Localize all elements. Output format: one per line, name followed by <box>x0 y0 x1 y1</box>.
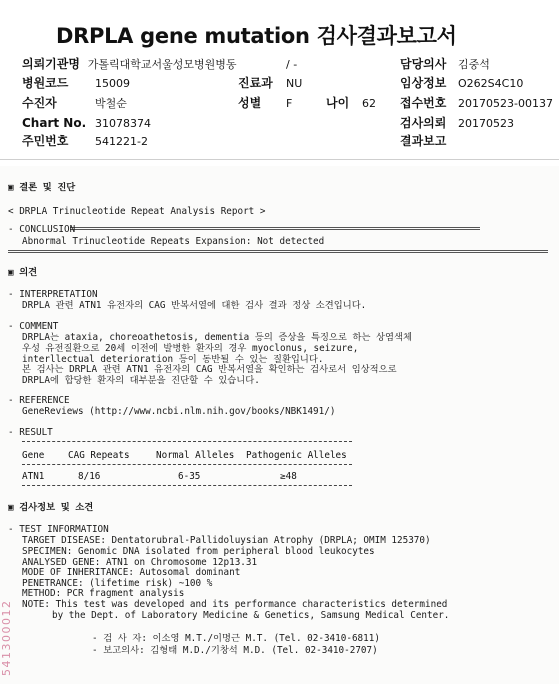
header-divider <box>0 159 559 160</box>
age-label: 나이 <box>326 96 350 110</box>
signature-doctor: - 보고의사: 김형태 M.D./기창석 M.D. (Tel. 02-3410-2707) <box>92 645 378 656</box>
conclusion-heading: - CONCLUSION <box>8 224 76 235</box>
interpretation-heading: - INTERPRETATION <box>8 289 98 300</box>
sex-label: 성별 <box>238 96 262 110</box>
dept-value: NU <box>286 77 303 90</box>
table-header-normal: Normal Alleles <box>156 450 235 461</box>
chart-value: 31078374 <box>95 117 151 130</box>
resident-value: 541221-2 <box>95 135 148 148</box>
test-info-line-3: ANALYSED GENE: ATN1 on Chromosome 12p13.31 <box>22 557 258 568</box>
comment-heading: - COMMENT <box>8 321 59 332</box>
table-header-pathogenic: Pathogenic Alleles <box>246 450 347 461</box>
result-table-top-rule <box>22 441 352 442</box>
clinical-label: 임상정보 <box>400 76 447 90</box>
hospital-code-label: 병원코드 <box>22 76 69 90</box>
request-label: 검사의뢰 <box>400 116 447 130</box>
table-cell-gene: ATN1 <box>22 471 45 482</box>
institution-row <box>22 57 237 72</box>
table-cell-cag: 8/16 <box>78 471 101 482</box>
result-label: 결과보고 <box>400 134 447 148</box>
table-header-gene: Gene <box>22 450 45 461</box>
table-header-cag: CAG Repeats <box>68 450 130 461</box>
test-info-line-5: PENETRANCE: (lifetime risk) ~100 % <box>22 578 213 589</box>
test-info-line-1: TARGET DISEASE: Dentatorubral-Pallidoluysian Atrophy (DRPLA; OMIM 125370) <box>22 535 431 546</box>
reference-heading: - REFERENCE <box>8 395 70 406</box>
test-info-line-2: SPECIMEN: Genomic DNA isolated from peripheral blood leukocytes <box>22 546 375 557</box>
receipt-label: 접수번호 <box>400 96 447 110</box>
conclusion-rule <box>70 227 480 230</box>
ward-value: / - <box>286 58 298 71</box>
sex-value: F <box>286 97 293 110</box>
conclusion-text: Abnormal Trinucleotide Repeats Expansion: Not detected <box>22 236 325 247</box>
section-info-heading: ▣ 검사정보 및 소견 <box>8 502 94 513</box>
age-value: 62 <box>362 97 376 110</box>
comment-line-3: interllectual deterioration 등이 동반될 수 있는 질환입니다. <box>22 354 324 365</box>
result-table-bottom-rule <box>22 485 352 486</box>
report-body <box>0 166 559 684</box>
comment-line-4: 본 검사는 DRPLA 관련 ATN1 유전자의 CAG 반복서열을 확인하는 검사로서 임상적으로 <box>22 364 397 375</box>
comment-line-5: DRPLA에 합당한 환자의 대부분을 진단할 수 있습니다. <box>22 375 260 386</box>
clinical-value: O262S4C10 <box>458 77 524 90</box>
result-heading: - RESULT <box>8 427 53 438</box>
doctor-value: 김중석 <box>458 58 490 71</box>
interpretation-text: DRPLA 관련 ATN1 유전자의 CAG 반복서열에 대한 검사 결과 정상 소견입니다. <box>22 300 367 311</box>
comment-line-2: 우성 유전질환으로 20세 이전에 발병한 환자의 경우 myoclonus, seizure, <box>22 343 359 354</box>
section-opinion-heading: ▣ 의견 <box>8 267 38 278</box>
comment-line-1: DRPLA는 ataxia, choreoathetosis, dementia 등의 증상을 특징으로 하는 상염색체 <box>22 332 412 343</box>
resident-label: 주민번호 <box>22 134 69 148</box>
table-cell-normal: 6-35 <box>178 471 201 482</box>
section-conclusion-heading: ▣ 결론 및 진단 <box>8 182 76 193</box>
receipt-value: 20170523-00137 <box>458 97 553 110</box>
hospital-code-value: 15009 <box>95 77 130 90</box>
test-info-line-4: MODE OF INHERITANCE: Autosomal dominant <box>22 567 241 578</box>
conclusion-bottom-rule <box>8 250 548 253</box>
page-title: DRPLA gene mutation 검사결과보고서 <box>56 24 457 48</box>
test-info-line-7: NOTE: This test was developed and its performance characteristics determined <box>22 599 448 610</box>
doctor-label: 담당의사 <box>400 57 447 71</box>
patient-label: 수진자 <box>22 96 57 110</box>
test-info-line-8: by the Dept. of Laboratory Medicine & Genetics, Samsung Medical Center. <box>52 610 450 621</box>
reference-text: GeneReviews (http://www.ncbi.nlm.nih.gov/books/NBK1491/) <box>22 406 336 417</box>
report-name: < DRPLA Trinucleotide Repeat Analysis Report > <box>8 206 266 217</box>
signature-tester: - 검 사 자: 이소영 M.T./이명근 M.T. (Tel. 02-3410-6811) <box>92 633 380 644</box>
dept-label: 진료과 <box>238 76 273 90</box>
institution-value: 가톨릭대학교서울성모병원병동 <box>87 58 237 71</box>
table-cell-pathogenic: ≥48 <box>280 471 297 482</box>
test-info-line-6: METHOD: PCR fragment analysis <box>22 588 185 599</box>
chart-label: Chart No. <box>22 116 87 130</box>
patient-value: 박철순 <box>95 97 127 110</box>
institution-label: 의뢰기관명 <box>22 57 80 71</box>
margin-document-number: 541300012 <box>0 599 13 676</box>
result-table-mid-rule <box>22 464 352 465</box>
request-value: 20170523 <box>458 117 514 130</box>
test-info-heading: - TEST INFORMATION <box>8 524 109 535</box>
